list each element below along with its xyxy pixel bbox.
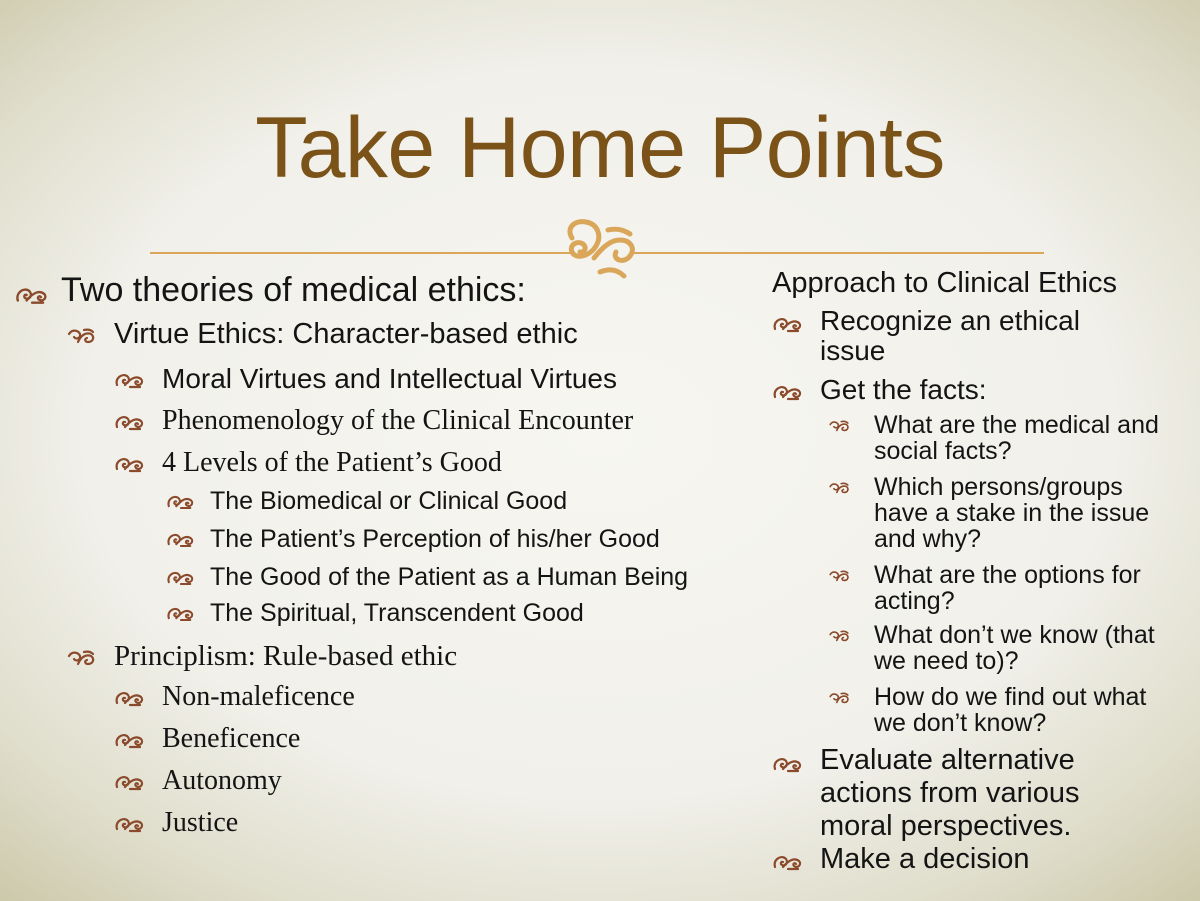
bullet-icon (114, 454, 144, 474)
list-item: Justice (114, 806, 238, 840)
principlism-item: Principlism: Rule-based ethic (66, 638, 457, 674)
list-item: Phenomenology of the Clinical Encounter (114, 404, 633, 438)
bullet-icon (166, 530, 194, 549)
level-item: The Patient’s Perception of his/her Good (166, 524, 660, 554)
divider-right (630, 252, 1044, 254)
bullet-icon (114, 412, 144, 432)
virtue-ethics-item: Virtue Ethics: Character-based ethic (66, 316, 578, 352)
left-heading (14, 270, 526, 310)
step-item: Evaluate alternative actions from various moral perspectives. (772, 744, 1152, 843)
list-item: 4 Levels of the Patient’s Good (114, 446, 502, 480)
question-item: Which persons/groups have a stake in the issue and why? (828, 474, 1168, 552)
bullet-icon (772, 314, 802, 334)
level-item: The Spiritual, Transcendent Good (166, 598, 584, 628)
bullet-icon (66, 648, 96, 668)
step-item: Get the facts: (772, 374, 987, 406)
bullet-icon (772, 382, 802, 402)
bullet-icon (828, 690, 850, 706)
list-item: Non-maleficence (114, 680, 355, 714)
bullet-icon (114, 688, 144, 708)
step-item: Recognize an ethical issue (772, 306, 1152, 366)
bullet-icon (114, 814, 144, 834)
question-item: What don’t we know (that we need to)? (828, 622, 1168, 674)
question-item: What are the medical and social facts? (828, 412, 1168, 464)
list-item: Beneficence (114, 722, 300, 756)
bullet-icon (66, 326, 96, 346)
question-item: How do we find out what we don’t know? (828, 684, 1168, 736)
slide-title: Take Home Points (255, 100, 945, 196)
bullet-icon (166, 568, 194, 587)
left-heading-text: Two theories of medical ethics: (61, 271, 526, 309)
level-item: The Good of the Patient as a Human Being (166, 562, 688, 592)
bullet-icon (14, 284, 48, 306)
bullet-icon (772, 754, 802, 774)
level-item: The Biomedical or Clinical Good (166, 486, 567, 516)
divider-left (150, 252, 572, 254)
bullet-icon (828, 628, 850, 644)
step-item: Make a decision (772, 842, 1030, 876)
bullet-icon (166, 604, 194, 623)
bullet-icon (114, 730, 144, 750)
bullet-icon (166, 492, 194, 511)
bullet-icon (828, 418, 850, 434)
bullet-icon (114, 370, 144, 390)
right-heading: Approach to Clinical Ethics (772, 267, 1117, 299)
ornament-icon (564, 218, 640, 282)
list-item: Autonomy (114, 764, 282, 798)
bullet-icon (828, 480, 850, 496)
bullet-icon (114, 772, 144, 792)
bullet-icon (828, 568, 850, 584)
list-item: Moral Virtues and Intellectual Virtues (114, 362, 617, 396)
question-item: What are the options for acting? (828, 562, 1168, 614)
bullet-icon (772, 852, 802, 872)
